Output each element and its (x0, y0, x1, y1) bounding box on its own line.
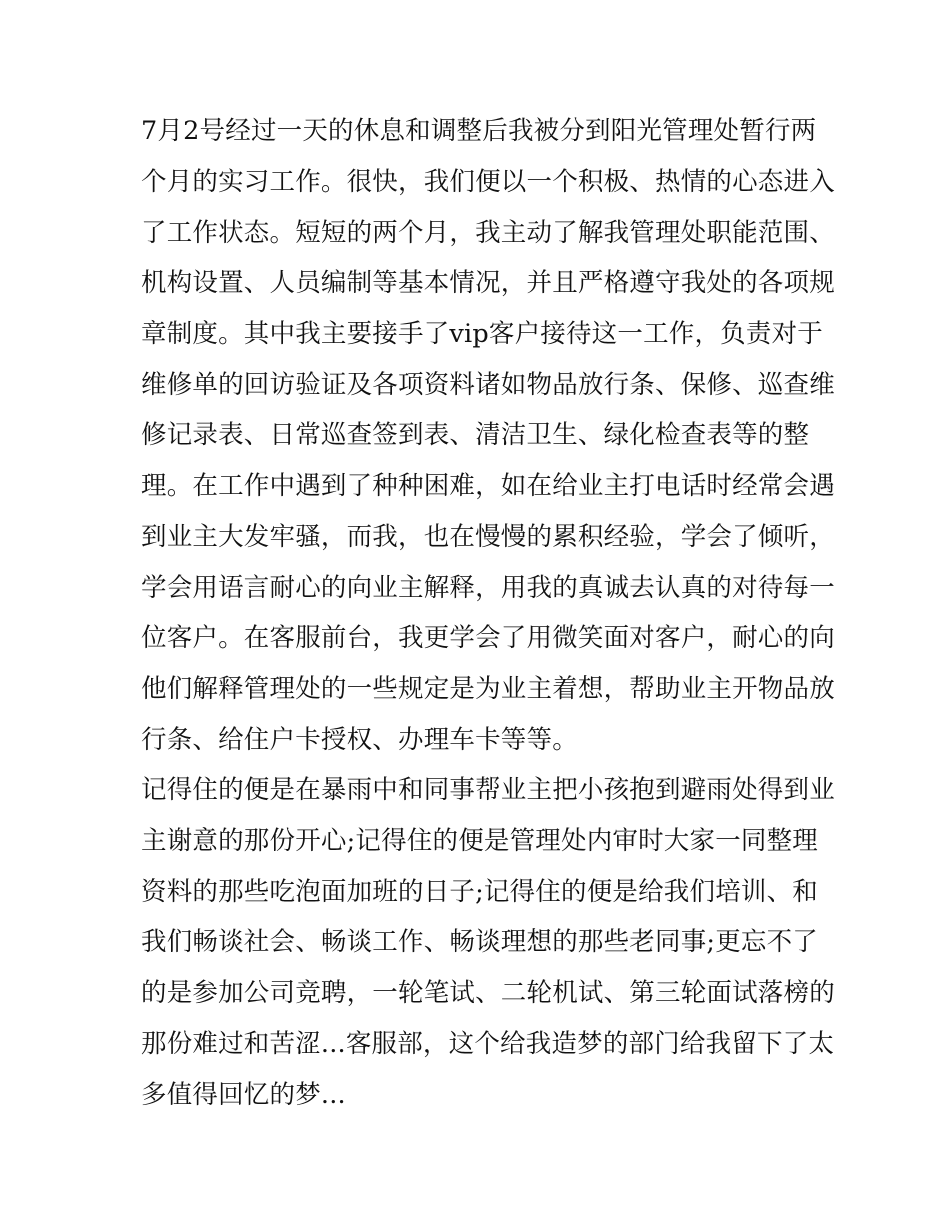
text-line: 7月2号经过一天的休息和调整后我被分到阳光管理处暂行两 (141, 116, 817, 146)
text-line: 主谢意的那份开心;记得住的便是管理处内审时大家一同整理 (141, 826, 818, 856)
text-line: 那份难过和苦涩...客服部，这个给我造梦的部门给我留下了太 (141, 1029, 835, 1059)
text-line: 理。在工作中遇到了种种困难，如在给业主打电话时经常会遇 (141, 471, 835, 501)
text-line: 学会用语言耐心的向业主解释，用我的真诚去认真的对待每一 (141, 573, 835, 603)
text-line: 他们解释管理处的一些规定是为业主着想，帮助业主开物品放 (141, 674, 835, 704)
text-line: 我们畅谈社会、畅谈工作、畅谈理想的那些老同事;更忘不了 (141, 927, 818, 957)
text-line: 到业主大发牢骚，而我，也在慢慢的累积经验，学会了倾听， (141, 522, 835, 552)
text-line: 机构设置、人员编制等基本情况，并且严格遵守我处的各项规 (141, 268, 835, 298)
text-line: 修记录表、日常巡查签到表、清洁卫生、绿化检查表等的整 (141, 420, 810, 450)
text-line: 了工作状态。短短的两个月，我主动了解我管理处职能范围、 (141, 218, 835, 248)
text-line: 多值得回忆的梦... (141, 1080, 346, 1110)
text-line: 行条、给住户卡授权、办理车卡等等。 (141, 725, 578, 755)
text-line: 个月的实习工作。很快，我们便以一个积极、热情的心态进入 (141, 167, 835, 197)
text-line: 的是参加公司竞聘，一轮笔试、二轮机试、第三轮面试落榜的 (141, 978, 835, 1008)
text-line: 资料的那些吃泡面加班的日子;记得住的便是给我们培训、和 (141, 877, 818, 907)
text-line: 记得住的便是在暴雨中和同事帮业主把小孩抱到避雨处得到业 (141, 775, 835, 805)
text-line: 位客户。在客服前台，我更学会了用微笑面对客户，耐心的向 (141, 623, 835, 653)
text-line: 章制度。其中我主要接手了vip客户接待这一工作，负责对于 (141, 319, 823, 349)
text-line: 维修单的回访验证及各项资料诸如物品放行条、保修、巡查维 (141, 370, 835, 400)
